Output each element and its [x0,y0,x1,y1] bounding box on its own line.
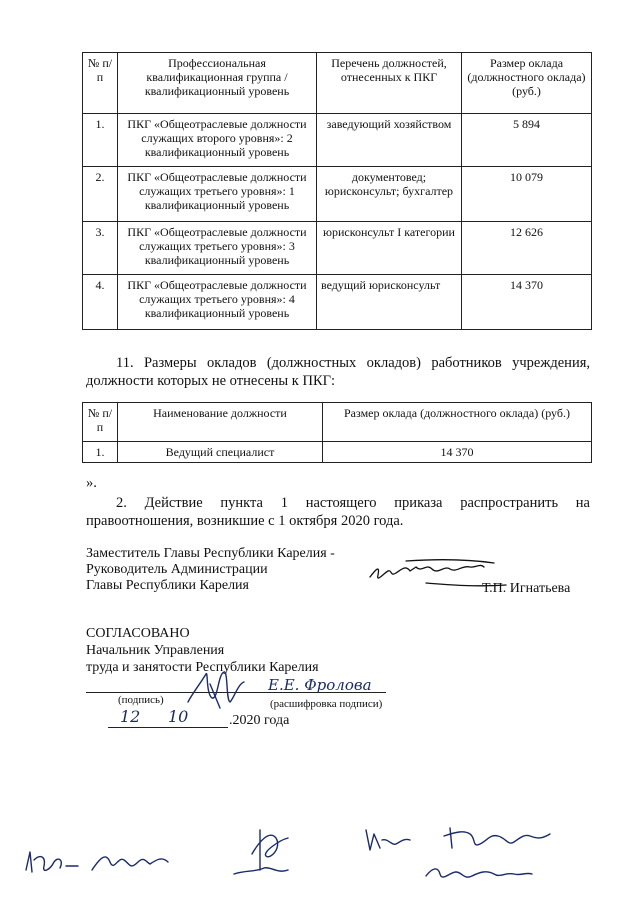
row-group: ПКГ «Общеотраслевые должности служащих третьего уровня»: 1 квалификационный уровень [118,167,317,222]
row-positions: ведущий юрисконсульт [317,275,462,330]
row-group: ПКГ «Общеотраслевые должности служащих третьего уровня»: 3 квалификационный уровень [118,222,317,275]
table-header-row [83,403,592,442]
signature-1 [26,852,78,872]
table-row [83,275,592,330]
date-day: 12 [120,707,141,726]
approval-line-2: труда и занятости Республики Карелия [86,660,319,675]
header-num: № п/п [83,53,118,114]
row-num: 3. [83,222,118,275]
row-salary: 5 894 [462,114,592,167]
date-month: 10 [168,707,189,726]
row-positions: юрисконсульт I категории [317,222,462,275]
handwritten-name: Е.Е. Фролова [268,676,372,694]
row-salary: 14 370 [462,275,592,330]
row-num: 1. [83,442,118,463]
non-pkg-salary-table [82,402,592,463]
row-num: 2. [83,167,118,222]
row-group: ПКГ «Общеотраслевые должности служащих третьего уровня»: 4 квалификационный уровень [118,275,317,330]
header-positions: Перечень должностей, отнесенных к ПКГ [317,53,462,114]
signature-5 [444,828,550,848]
paragraph-11: 11. Размеры окладов (должностных окладов) работников учреждения, должности которых не отнесены к ПКГ: [86,355,590,389]
table-row [83,167,592,222]
header-group: Профессиональная квалификационная группа / квалификационный уровень [118,53,317,114]
header-salary: Размер оклада (должностного оклада) (руб.) [462,53,592,114]
row-salary: 12 626 [462,222,592,275]
approval-line-1: Начальник Управления [86,643,225,658]
row-num: 4. [83,275,118,330]
signature-6 [426,869,532,877]
row-num: 1. [83,114,118,167]
signature-2 [92,857,168,870]
signatory-line-2: Руководитель Администрации [86,562,268,577]
row-name: Ведущий специалист [118,442,323,463]
table-header-row [83,53,592,114]
date-underline [108,727,228,728]
approval-title: СОГЛАСОВАНО [86,626,190,641]
row-group: ПКГ «Общеотраслевые должности служащих второго уровня»: 2 квалификационный уровень [118,114,317,167]
header-num: № п/п [83,403,118,442]
row-positions: заведующий хозяйством [317,114,462,167]
signature-frolova [182,664,252,714]
row-salary: 10 079 [462,167,592,222]
signatory-title [86,546,386,594]
sign-label: (подпись) [118,694,164,706]
bottom-signatures [20,800,620,900]
row-positions: документовед; юрисконсульт; бухгалтер [317,167,462,222]
table-row [83,222,592,275]
header-name: Наименование должности [118,403,323,442]
table-row [83,114,592,167]
signature-4 [366,830,410,850]
signature-3 [234,830,288,874]
pkg-salary-table [82,52,592,330]
row-salary: 14 370 [323,442,592,463]
signatory-line-3: Главы Республики Карелия [86,578,249,593]
paragraph-2: 2. Действие пункта 1 настоящего приказа распространить на правоотношения, возникшие с 1 октября 2020 года. [86,495,590,529]
decode-label: (расшифровка подписи) [270,698,383,710]
signatory-name: Т.П. Игнатьева [482,581,571,596]
signatory-line-1: Заместитель Главы Республики Карелия - [86,546,335,561]
date-year: .2020 года [229,713,290,728]
closing-quote: ». [86,475,97,491]
header-salary: Размер оклада (должностного оклада) (руб.) [323,403,592,442]
table-row [83,442,592,463]
